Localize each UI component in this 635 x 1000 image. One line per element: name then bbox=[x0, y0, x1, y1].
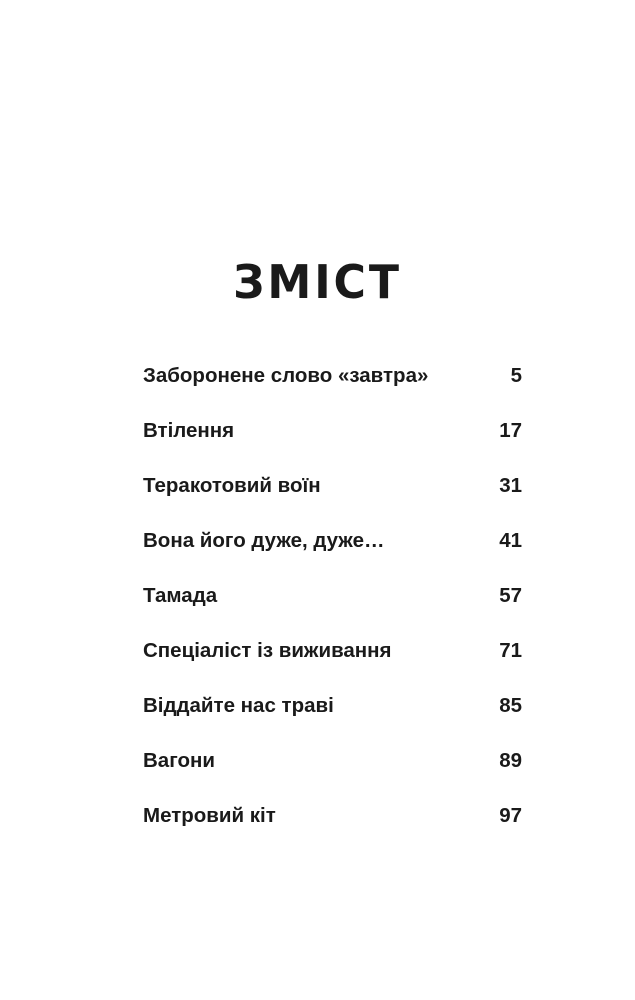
toc-entry bbox=[143, 802, 525, 857]
toc-entry bbox=[143, 582, 525, 637]
toc-entry-page-number: 41 bbox=[499, 529, 522, 552]
toc-entry bbox=[143, 692, 525, 747]
toc-entry-page-number: 71 bbox=[499, 639, 522, 662]
toc-entry bbox=[143, 417, 525, 472]
toc-entry bbox=[143, 472, 525, 527]
toc-entry-title: Заборонене слово «завтра» bbox=[143, 364, 429, 387]
toc-entry-title: Метровий кіт bbox=[143, 804, 276, 827]
toc-entry-page-number: 5 bbox=[510, 364, 522, 387]
toc-entry-title: Теракотовий воїн bbox=[143, 474, 321, 497]
toc-entry-page-number: 85 bbox=[499, 694, 522, 717]
toc-entry-title: Тамада bbox=[143, 584, 218, 607]
toc-entry-title: Втілення bbox=[143, 419, 235, 442]
toc-entry bbox=[143, 747, 525, 802]
table-of-contents bbox=[143, 362, 525, 857]
toc-entry bbox=[143, 362, 525, 417]
toc-entry-page-number: 89 bbox=[499, 749, 522, 772]
toc-entry bbox=[143, 637, 525, 692]
toc-entry-page-number: 97 bbox=[499, 804, 522, 827]
toc-entry-page-number: 31 bbox=[499, 474, 522, 497]
toc-entry-title: Віддайте нас траві bbox=[143, 694, 334, 717]
toc-entry-title: Вагони bbox=[143, 749, 215, 772]
toc-entry-title: Спеціаліст із виживання bbox=[143, 639, 392, 662]
page-title: ЗМІСТ bbox=[233, 255, 402, 309]
toc-entry-title: Вона його дуже, дуже… bbox=[143, 529, 385, 552]
toc-entry-page-number: 17 bbox=[499, 419, 522, 442]
toc-entry bbox=[143, 527, 525, 582]
toc-entry-page-number: 57 bbox=[499, 584, 522, 607]
